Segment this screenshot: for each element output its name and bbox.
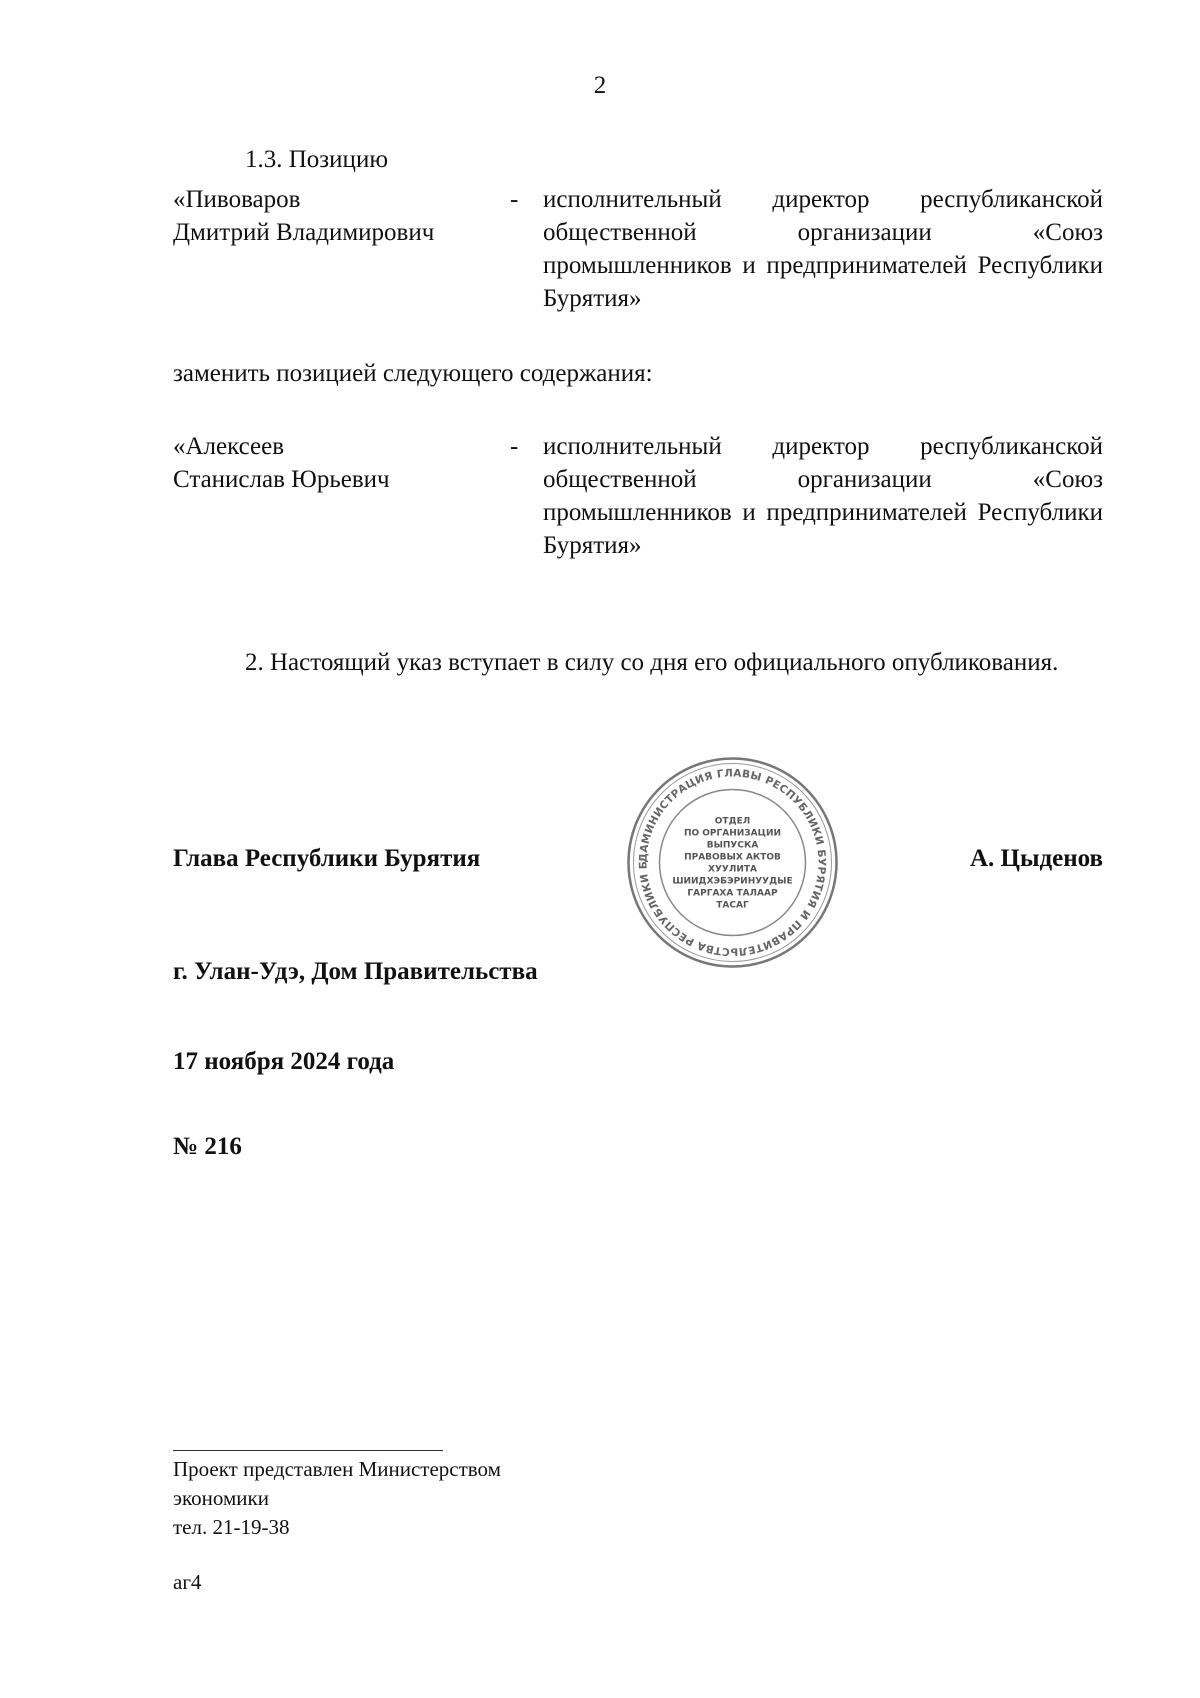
new-position-name [173,430,493,496]
old-name-line2: Дмитрий Владимирович [173,219,435,246]
seal-inner-line: ШИИДХЭБЭРИНУУДЫЕ [672,876,793,887]
page-number: 2 [593,72,607,99]
footer-line1: Проект представлен Министерством [173,1457,501,1481]
new-name-line2: Станислав Юрьевич [173,466,390,493]
new-name-line1: «Алексеев [173,433,285,460]
document-code: аг4 [173,1570,202,1594]
footer-divider [173,1450,443,1451]
replace-text: заменить позицией следующего содержания: [173,360,653,387]
seal-inner-line: ПРАВОВЫХ АКТОВ [684,852,781,863]
clause-2: 2. Настоящий указ вступает в силу со дня его официального опубликования. [245,649,1059,676]
seal-outer-text: ДАМИНИСТРАЦИЯ ГЛАВЫ РЕСПУБЛИКИ БУРЯТИЯ И ПРАВИТЕЛЬСТВА РЕСПУБЛИКИ Б [637,767,828,958]
seal-inner-line: ПО ОРГАНИЗАЦИИ [683,828,782,839]
new-position-description: исполнительный директор республиканской общественной организации «Союз промышленников и предпринимателей Республики Бурятия» [543,433,1103,559]
seal-inner-line: ВЫПУСКА [706,840,759,851]
new-position [173,430,1103,570]
footer-note [173,1455,501,1542]
seal-inner-line: ГАРГАХА ТАЛААР [687,888,778,899]
section-title: 1.3. Позицию [245,146,388,173]
seal-inner-line: ХУУЛИТА [708,864,757,875]
document-number: № 216 [173,1133,242,1160]
old-name-line1: «Пивоваров [173,186,301,213]
signature-title: Глава Республики Бурятия [173,845,481,872]
old-position [173,183,1103,323]
old-position-dash: - [510,186,519,213]
seal-inner-line: ОТДЕЛ [714,816,751,827]
date: 17 ноября 2024 года [173,1048,395,1075]
place: г. Улан-Удэ, Дом Правительства [173,958,538,985]
old-position-name [173,183,493,249]
official-seal [625,755,840,970]
old-position-description: исполнительный директор республиканской общественной организации «Союз промышленников и предпринимателей Республики Бурятия» [543,186,1103,312]
footer-line2: экономики [173,1486,269,1510]
new-position-dash: - [510,433,519,460]
footer-line3: тел. 21-19-38 [173,1515,290,1539]
signature-name: А. Цыденов [969,845,1103,872]
seal-inner-line: ТАСАГ [716,900,749,911]
